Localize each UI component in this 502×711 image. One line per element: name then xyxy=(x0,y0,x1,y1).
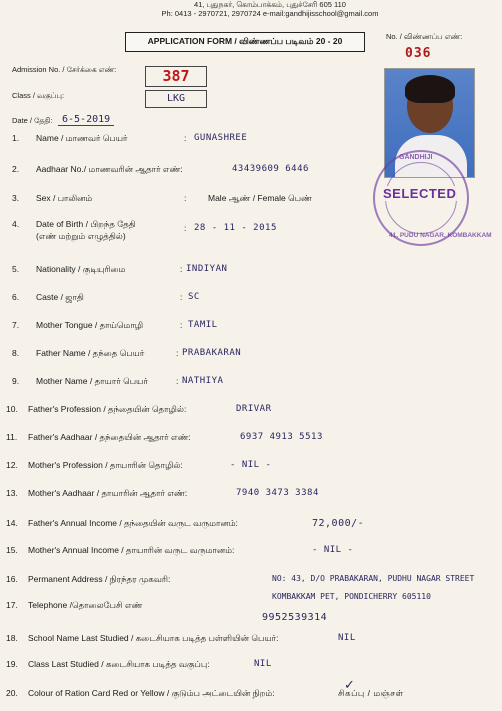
field-label: Telephone /தொலைபேசி எண் xyxy=(28,600,143,610)
field-number: 2. xyxy=(12,164,20,174)
class-label: Class / வகுப்பு: xyxy=(12,91,65,100)
application-no-value: 036 xyxy=(405,46,432,61)
field-value[interactable]: 72,000/- xyxy=(312,518,365,529)
address-line-2: Ph: 0413 - 2970721, 2970724 e-mail:gandhijisschool@gmail.com xyxy=(161,9,379,18)
field-value[interactable]: INDIYAN xyxy=(186,264,228,274)
school-address xyxy=(120,0,420,18)
field-label: School Name Last Studied / கடைசியாக படித்த பள்ளியின் பெயர்: xyxy=(28,633,279,643)
field-label: Mother's Annual Income / தாயாரின் வருட வருமானம்: xyxy=(28,545,235,555)
field-label: Class Last Studied / கடைசியாக படித்த வகுப்பு: xyxy=(28,659,210,669)
selected-stamp xyxy=(373,150,492,246)
field-label: Mother Name / தாயார் பெயர் xyxy=(36,376,148,386)
date-label: Date / தேதி: xyxy=(12,116,53,125)
field-value[interactable]: TAMIL xyxy=(188,320,218,330)
field-number: 3. xyxy=(12,193,20,203)
field-label: Permanent Address / நிரந்தர முகவரி: xyxy=(28,574,171,584)
field-label: Mother Tongue / தாய்மொழி xyxy=(36,320,144,330)
field-value[interactable]: NIL xyxy=(338,633,356,643)
field-label: Mother's Aadhaar / தாயாரின் ஆதார் எண்: xyxy=(28,488,188,498)
field-value[interactable]: 9952539314 xyxy=(262,612,328,623)
field-label: Father's Profession / தந்தையின் தொழில்: xyxy=(28,404,187,414)
field-value[interactable]: NO: 43, D/O PRABAKARAN, PUDHU NAGAR STREET xyxy=(272,574,475,583)
field-colon: : xyxy=(184,193,187,203)
field-value[interactable]: - NIL - xyxy=(312,545,354,555)
field-label-sub: (எண் மற்றும் எழுத்தில்) xyxy=(36,231,126,241)
field-number: 13. xyxy=(6,488,18,498)
field-number: 9. xyxy=(12,376,20,386)
field-value[interactable]: 43439609 6446 xyxy=(232,164,309,174)
field-value[interactable]: - NIL - xyxy=(230,460,272,470)
field-value[interactable]: DRIVAR xyxy=(236,404,272,414)
field-value[interactable]: 6937 4913 5513 xyxy=(240,432,323,442)
field-value[interactable]: 28 - 11 - 2015 xyxy=(194,223,277,233)
field-value[interactable]: சிகப்பு / மஞ்சள் xyxy=(338,688,404,698)
field-colon: : xyxy=(184,133,187,143)
photo-hair xyxy=(405,75,455,103)
field-number: 11. xyxy=(6,432,18,442)
field-number: 17. xyxy=(6,600,18,610)
address-line-1: 41, புதுநகர், கொம்பாக்கம், புதுச்சேரி 605 110 xyxy=(194,0,346,9)
field-label: Father's Aadhaar / தந்தையின் ஆதார் எண்: xyxy=(28,432,191,442)
field-value[interactable]: 7940 3473 3384 xyxy=(236,488,319,498)
field-colon: : xyxy=(176,376,179,386)
class-field[interactable]: LKG xyxy=(145,90,207,108)
field-label: Nationality / குடியுரிமை xyxy=(36,264,126,274)
field-value[interactable]: NATHIYA xyxy=(182,376,224,386)
field-label: Father Name / தந்தை பெயர் xyxy=(36,348,145,358)
sex-options[interactable]: Male ஆண் / Female பெண் xyxy=(208,193,312,203)
field-label: Colour of Ration Card Red or Yellow / குடும்ப அட்டையின் நிறம்: xyxy=(28,688,275,698)
field-value[interactable]: NIL xyxy=(254,659,272,669)
stamp-ring-top-text: GANDHIJI xyxy=(399,154,433,161)
field-colon: : xyxy=(176,348,179,358)
field-number: 12. xyxy=(6,460,18,470)
field-number: 8. xyxy=(12,348,20,358)
field-value[interactable]: PRABAKARAN xyxy=(182,348,242,358)
address-line-2-value[interactable]: KOMBAKKAM PET, PONDICHERRY 605110 xyxy=(272,592,431,601)
field-number: 14. xyxy=(6,518,18,528)
field-number: 6. xyxy=(12,292,20,302)
field-number: 15. xyxy=(6,545,18,555)
field-number: 16. xyxy=(6,574,18,584)
field-number: 4. xyxy=(12,219,20,229)
stamp-ring-bottom-text: 41, PUDU NAGAR, KOMBAKKAM xyxy=(389,232,492,239)
checkmark-icon: ✓ xyxy=(344,677,355,692)
stamp-selected-text: SELECTED xyxy=(383,186,457,201)
admission-no-field[interactable]: 387 xyxy=(145,66,207,87)
field-number: 20. xyxy=(6,688,18,698)
field-value[interactable]: SC xyxy=(188,292,200,302)
field-label: Mother's Profession / தாயாரின் தொழில்: xyxy=(28,460,183,470)
field-number: 19. xyxy=(6,659,18,669)
field-label: Aadhaar No./ மாணவரின் ஆதார் எண்: xyxy=(36,164,183,174)
field-value[interactable]: GUNASHREE xyxy=(194,133,248,143)
field-label: Date of Birth / பிறந்த தேதி xyxy=(36,219,136,229)
field-label: Sex / பாலினம் xyxy=(36,193,93,203)
field-colon: : xyxy=(184,223,187,233)
field-label: Name / மாணவர் பெயர் xyxy=(36,133,128,143)
field-number: 10. xyxy=(6,404,18,414)
field-number: 5. xyxy=(12,264,20,274)
form-title: APPLICATION FORM / விண்ணப்ப படிவம் 20 - 20 xyxy=(125,32,365,52)
field-colon: : xyxy=(180,292,183,302)
admission-no-label: Admission No. / சேர்க்கை எண்: xyxy=(12,65,117,74)
date-field[interactable]: 6-5-2019 xyxy=(58,114,114,126)
field-number: 7. xyxy=(12,320,20,330)
field-number: 1. xyxy=(12,133,20,143)
field-number: 18. xyxy=(6,633,18,643)
field-colon: : xyxy=(180,320,183,330)
field-colon: : xyxy=(180,264,183,274)
field-label: Father's Annual Income / தந்தையின் வருட வருமானம்: xyxy=(28,518,238,528)
field-label: Caste / ஜாதி xyxy=(36,292,84,302)
application-no-label: No. / விண்ணப்ப எண்: xyxy=(386,32,463,41)
